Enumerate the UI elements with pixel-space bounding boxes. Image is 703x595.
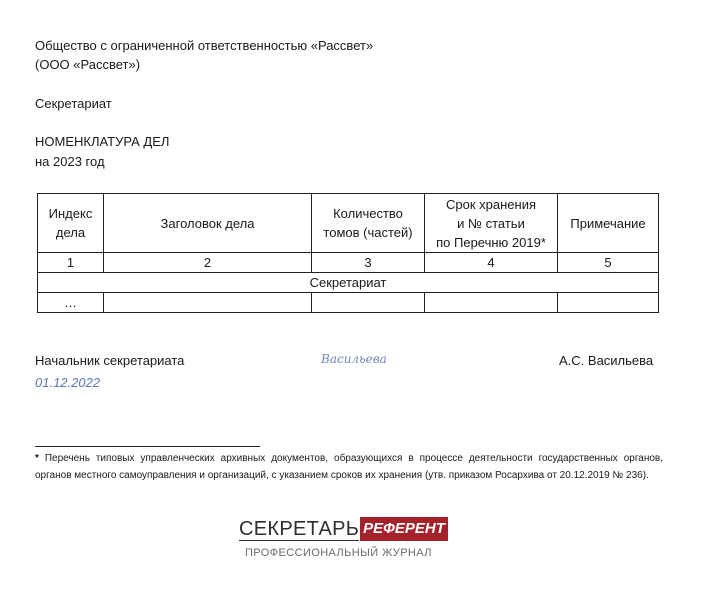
- column-number: 3: [312, 253, 425, 273]
- header-index: [38, 194, 104, 253]
- handwritten-signature: Васильева: [321, 352, 387, 366]
- row-cell: [425, 293, 558, 313]
- organization-full-name: Общество с ограниченной ответственностью «Рассвет»: [35, 38, 374, 53]
- row-cell: [558, 293, 659, 313]
- column-number-row: [38, 253, 659, 273]
- footnote-text: Перечень типовых управленческих архивных документов, образующихся в процессе деятельности государственных органов, органов местного самоуправления и организаций, с указанием сроков их хранения (утв. приказом Росархива от 20.12.2019 № 236).: [35, 453, 663, 481]
- column-number: 5: [558, 253, 659, 273]
- header-title: [104, 194, 312, 253]
- logo-word-secretary: СЕКРЕТАРЬ: [239, 518, 360, 540]
- header-storage-line1: Срок хранения: [446, 196, 536, 212]
- header-index-line1: Индекс: [48, 206, 93, 221]
- header-storage-line2: и № статьи: [457, 215, 525, 231]
- journal-logo: [239, 517, 445, 565]
- header-volumes-line1: Количество: [333, 206, 403, 221]
- logo-word-referent: РЕФЕРЕНТ: [360, 517, 448, 541]
- header-volumes-line2: томов (частей): [323, 225, 413, 240]
- header-volumes: [312, 194, 425, 253]
- row-cell: [312, 293, 425, 313]
- header-index-line2: дела: [55, 225, 86, 240]
- header-storage: [425, 194, 558, 253]
- signatory-name: А.С. Васильева: [559, 353, 654, 368]
- footnote-marker: *: [35, 453, 39, 464]
- row-index: …: [38, 293, 104, 313]
- organization-short-name: (ООО «Рассвет»): [35, 57, 141, 72]
- section-row: [38, 273, 659, 293]
- footnote-divider: [35, 446, 260, 447]
- logo-subtitle: ПРОФЕССИОНАЛЬНЫЙ ЖУРНАЛ: [245, 547, 432, 559]
- signature-date: 01.12.2022: [35, 375, 101, 390]
- header-storage-line3: по Перечню 2019*: [436, 234, 546, 250]
- header-title-text: Заголовок дела: [160, 215, 255, 231]
- document-year: на 2023 год: [35, 154, 105, 169]
- logo-wordmark: [239, 517, 448, 541]
- nomenclature-table: [37, 193, 659, 313]
- signatory-position: Начальник секретариата: [35, 353, 185, 368]
- header-note-text: Примечание: [570, 215, 646, 231]
- department-name: Секретариат: [35, 96, 112, 111]
- table-row: [38, 293, 659, 313]
- column-number: 4: [425, 253, 558, 273]
- section-title: Секретариат: [38, 273, 659, 293]
- footnote: [35, 450, 663, 484]
- column-number: 1: [38, 253, 104, 273]
- column-number: 2: [104, 253, 312, 273]
- row-cell: [104, 293, 312, 313]
- header-note: [558, 194, 659, 253]
- document-title: НОМЕНКЛАТУРА ДЕЛ: [35, 134, 170, 149]
- table-header-row: [38, 194, 659, 253]
